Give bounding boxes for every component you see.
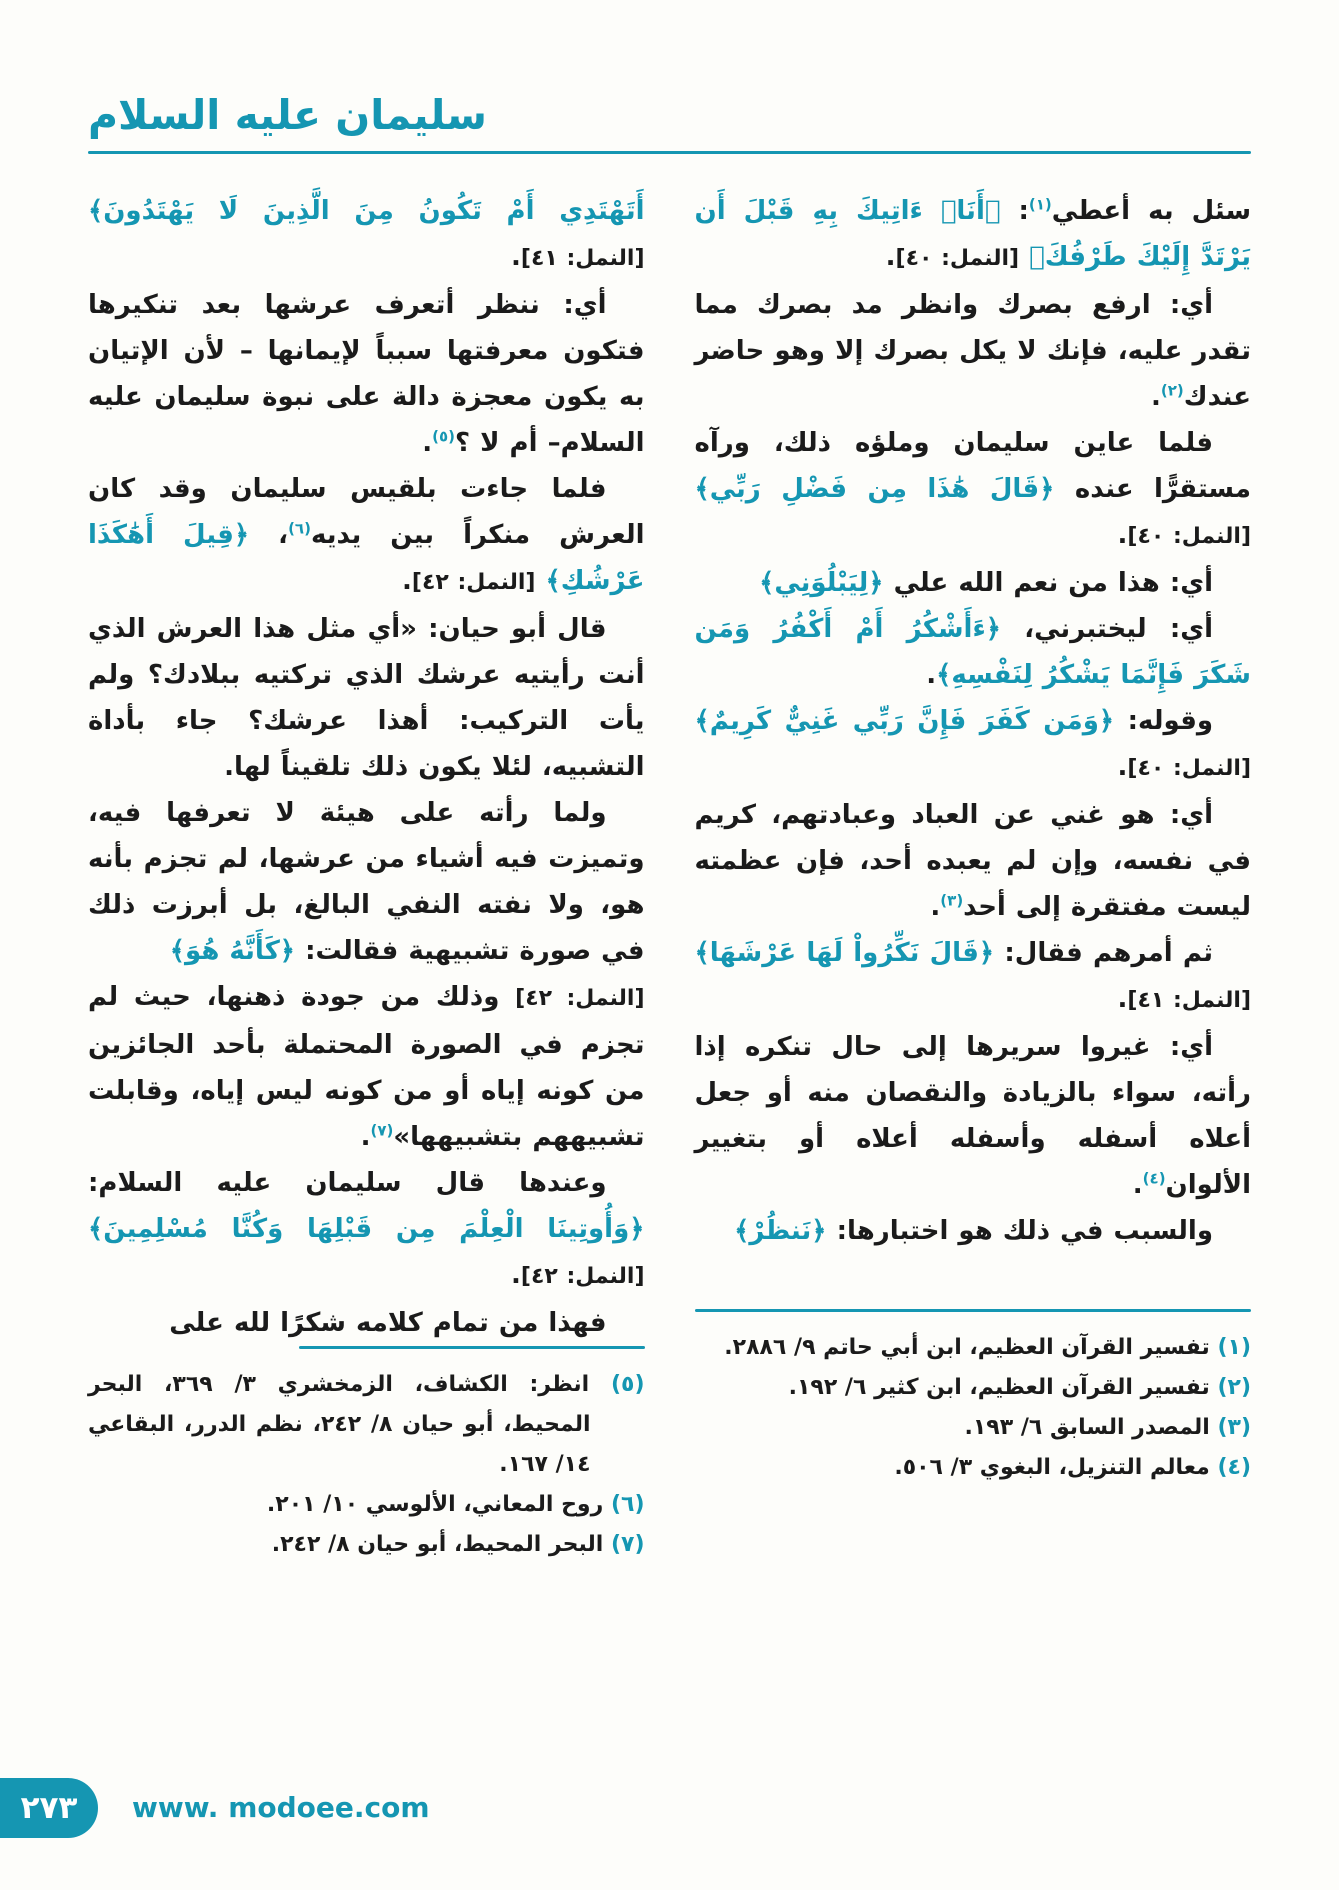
page-number: ٢٧٣ [20,1790,78,1826]
body-text: . [1151,382,1161,413]
body-text: . [511,242,521,273]
verse-reference: [النمل: ٤٢] [411,570,536,596]
quran-quote: ﴿وَأُوتِينَا الْعِلْمَ مِن قَبْلِهَا وَكُنَّا مُسْلِمِينَ﴾ [88,1214,645,1245]
body-text: . [422,428,433,459]
footnote-text: تفسير القرآن العظيم، ابن كثير ٦/ ١٩٢. [788,1375,1210,1401]
quran-quote: ﴿كَأَنَّهُ هُوَ﴾ [169,936,296,967]
body-text: أي: هو غني عن العباد وعبادتهم، كريم في نفسه، وإن لم يعبده أحد، فإن عظمته ليست مفتقرة إلى أحد [694,800,1251,923]
page-number-tab [0,1778,98,1838]
paragraph [88,790,645,974]
quran-quote: ﴿قَالَ نَكِّرُواْ لَهَا عَرْشَهَا﴾ [694,938,995,969]
body-text [1019,242,1029,272]
footnote-list-left [88,1365,645,1565]
paragraph [88,1300,645,1346]
footnote-number: (٢) [1209,1375,1251,1401]
paragraph [88,282,645,466]
body-text: . [401,566,412,597]
footnote-list-right [695,1328,1252,1488]
footnote-number: (٧) [603,1532,645,1558]
paragraph [695,282,1252,420]
body-text: وذلك من جودة ذهنها، حيث لم تجزم في الصورة المحتملة بأحد الجائزين من كونه إياه أو من كونه ليس إياه، وقابلت تشبيههم بتشبيهها» [88,982,645,1153]
footnote-text: انظر: الكشاف، الزمخشري ٣/ ٣٦٩، البحر المحيط، أبو حيان ٨/ ٢٤٢، نظم الدرر، البقاعي ١٤/ ١٦٧. [88,1372,591,1478]
footnote-text: تفسير القرآن العظيم، ابن أبي حاتم ٩/ ٢٨٨٦. [724,1335,1210,1361]
footnote-marker: (٥) [432,427,455,446]
page-header [88,92,1251,154]
body-text: أي: ننظر أتعرف عرشها بعد تنكيرها فتكون معرفتها سبباً لإيمانها – لأن الإتيان به يكون معجزة دالة على نبوة سليمان عليه السلام– أم لا ؟ [88,290,645,459]
verse-reference: [النمل: ٤٢] [515,986,645,1012]
body-text: ، [249,520,289,551]
verse-reference: [النمل: ٤٠] [1127,756,1251,782]
footnote [695,1368,1252,1408]
body-text: سئل به أعطي [1051,196,1252,227]
column-right-text [695,188,1252,1254]
quran-quote: ﴿قَالَ هَٰذَا مِن فَضْلِ رَبِّي﴾ [694,474,1055,505]
verse-reference: [النمل: ٤١] [520,246,645,272]
footnotes-left [88,1346,645,1565]
footnote-divider-right [695,1309,1252,1312]
footnote-number: (٦) [603,1492,645,1518]
body-text: ثم أمرهم فقال: [994,938,1213,969]
body-text [535,566,545,596]
verse-reference: [النمل: ٤٠] [1127,524,1251,550]
quran-quote: ﴿أَنَا۠ ءَاتِيكَ بِهِ قَبْلَ أَن يَرْتَدَّ إِلَيْكَ طَرْفُكَ﴾ [694,196,1251,273]
footnote [88,1525,645,1565]
footnote [88,1365,645,1485]
body-text: فلما جاءت بلقيس سليمان وقد كان العرش منكراً بين يديه [88,474,645,551]
footnote-marker: (٧) [370,1121,394,1140]
header-divider [88,151,1251,154]
paragraph [88,1160,645,1300]
body-text: . [511,1260,521,1291]
body-text: أي: غيروا سريرها إلى حال تنكره إذا رأته، سواء بالزيادة والنقصان منه أو جعل أعلاه أسفله وأسفله أعلاه أو بتغيير الألوان [694,1032,1251,1201]
footnote-divider-left [299,1346,644,1349]
footnote-number: (١) [1209,1335,1251,1361]
body-text: . [926,660,937,691]
footnote [695,1328,1252,1368]
paragraph [695,188,1252,282]
quran-quote: ﴿ءَأَشْكُرُ أَمْ أَكْفُرُ وَمَن شَكَرَ فَإِنَّمَا يَشْكُرُ لِنَفْسِهِ﴾ [694,614,1251,691]
paragraph [695,792,1252,930]
footnote [88,1485,645,1525]
body-text: . [885,242,896,273]
footnote-text: المصدر السابق ٦/ ١٩٣. [964,1415,1210,1441]
footnote [695,1408,1252,1448]
website-link[interactable]: www. modoee.com [132,1791,430,1824]
footnote [695,1448,1252,1488]
verse-reference: [النمل: ٤١] [1127,988,1251,1014]
body-text: أي: ارفع بصرك وانظر مد بصرك مما تقدر عليه، فإنك لا يكل بصرك إلا وهو حاضر عندك [694,290,1251,413]
paragraph [695,560,1252,606]
chapter-title: سليمان عليه السلام [88,91,487,139]
body-text: . [1117,752,1128,783]
paragraph [88,974,645,1160]
quran-quote: ﴿وَمَن كَفَرَ فَإِنَّ رَبِّي غَنِيٌّ كَرِيمٌ﴾ [694,706,1115,737]
footnote-marker: (٣) [940,891,964,910]
body-text: ولما رأته على هيئة لا تعرفها فيه، وتميزت فيه أشياء من عرشها، لم تجزم بأنه هو، ولا نفته النفي البالغ، بل أبرزت ذلك في صورة تشبيهية فقالت: [88,798,645,967]
quran-quote: ﴿نَنظُرْ﴾ [734,1216,827,1247]
body-text: قال أبو حيان: «أي مثل هذا العرش الذي أنت رأيتيه عرشك الذي تركتيه ببلادك؟ ولم يأت التركيب: أهذا عرشك؟ جاء بأداة التشبيه، لئلا يكون ذلك تلقيناً لها. [88,614,645,783]
paragraph [88,466,645,606]
footnote-marker: (٦) [288,519,311,538]
verse-reference: [النمل: ٤٠] [895,246,1020,272]
body-text: . [1117,520,1128,551]
body-text: . [360,1122,371,1153]
footnotes-right [695,1309,1252,1488]
body-text: فهذا من تمام كلامه شكرًا لله على [169,1308,607,1339]
paragraph [695,606,1252,698]
quran-quote: ﴿قِيلَ أَهَٰكَذَا عَرْشُكِ﴾ [88,520,645,597]
verse-reference: [النمل: ٤٢] [520,1264,645,1290]
body-text: وقوله: [1114,706,1214,737]
quran-quote: ﴿لِيَبْلُوَنِي﴾ [759,568,884,599]
body-text: . [930,892,941,923]
column-right [695,188,1252,1488]
footnote-marker: (٤) [1142,1169,1166,1188]
paragraph [695,1208,1252,1254]
body-text: . [1117,984,1128,1015]
paragraph [88,188,645,282]
footnote-number: (٥) [589,1372,645,1398]
body-text: والسبب في ذلك هو اختبارها: [826,1216,1213,1247]
footnote-number: (٤) [1209,1455,1251,1481]
footnote-text: البحر المحيط، أبو حيان ٨/ ٢٤٢. [271,1532,604,1558]
column-left [88,188,645,1558]
body-text: فلما عاين سليمان وملؤه ذلك، ورآه مستقرًّا عنده [694,428,1251,505]
footnote-text: روح المعاني، الألوسي ١٠/ ٢٠١. [266,1492,604,1518]
body-text: أي: هذا من نعم الله علي [883,568,1213,599]
paragraph [695,930,1252,1024]
paragraph [695,698,1252,792]
paragraph [695,1024,1252,1208]
column-left-text [88,188,645,1346]
body-text: وعندها قال سليمان عليه السلام: [88,1168,607,1199]
footnote-number: (٣) [1209,1415,1251,1441]
footnote-text: معالم التنزيل، البغوي ٣/ ٥٠٦. [894,1455,1210,1481]
body-text: : [1000,196,1029,227]
quran-quote: أَتَهْتَدِي أَمْ تَكُونُ مِنَ الَّذِينَ لَا يَهْتَدُونَ﴾ [88,196,645,227]
page-body [88,188,1252,1558]
footnote-marker: (٢) [1160,381,1184,400]
footnote-marker: (١) [1028,195,1052,214]
paragraph [695,420,1252,560]
body-text: . [1132,1170,1143,1201]
paragraph [88,606,645,790]
body-text: أي: ليختبرني، [1000,614,1214,645]
